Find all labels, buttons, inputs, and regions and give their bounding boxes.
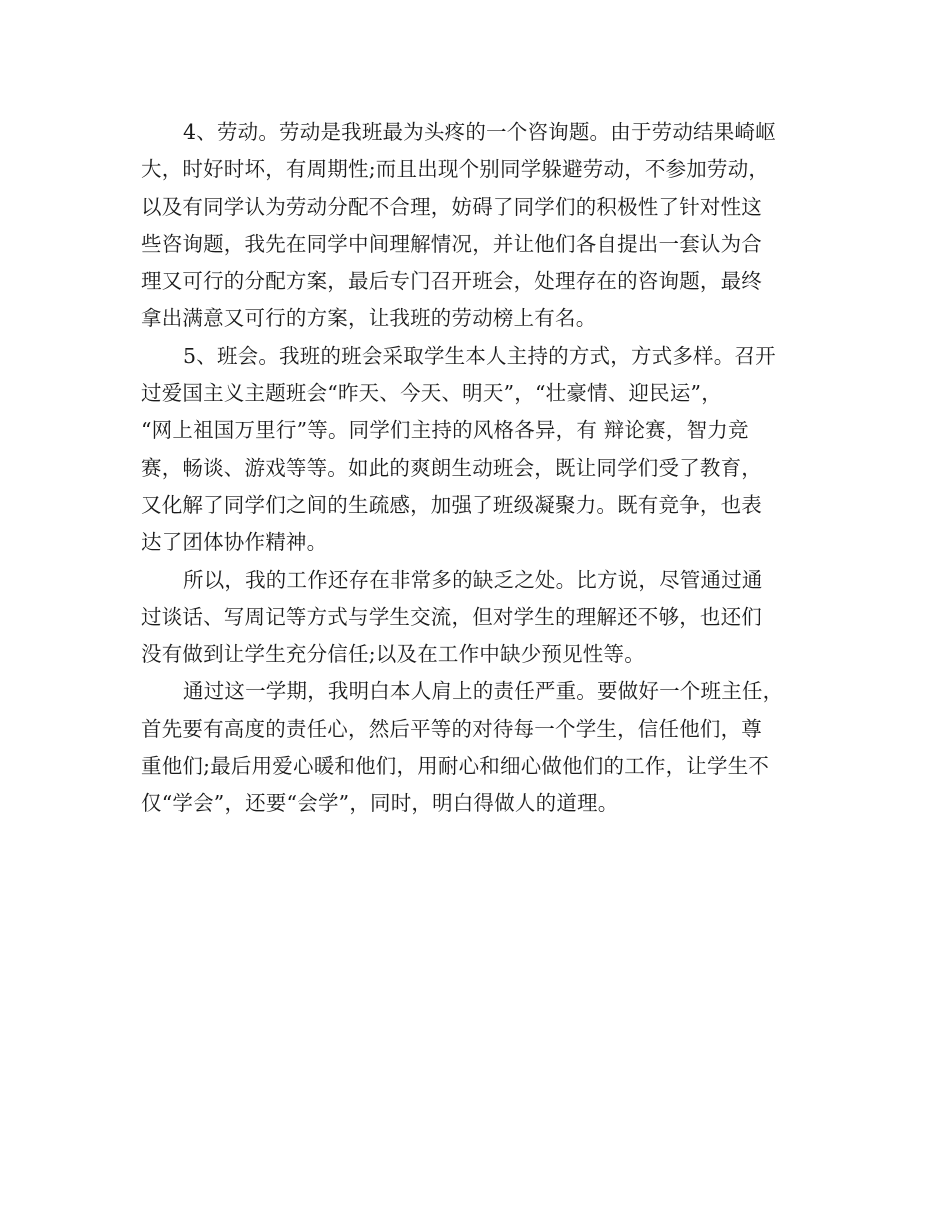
text-line: 以及有同学认为劳动分配不合理，妨碍了同学们的积极性了针对性这	[141, 194, 762, 219]
paragraph-class-meeting	[141, 338, 841, 562]
text-line: 赛，畅谈、游戏等等。如此的爽朗生动班会，既让同学们受了教育，	[141, 455, 762, 480]
paragraph-labor	[141, 114, 841, 338]
text-line: 仅“学会”，还要“会学”，同时，明白得做人的道理。	[141, 791, 619, 816]
text-line: 没有做到让学生充分信任;以及在工作中缺少预见性等。	[141, 642, 645, 667]
text-line: 重他们;最后用爱心暖和他们，用耐心和细心做他们的工作，让学生不	[141, 754, 770, 779]
text-line: 拿出满意又可行的方案，让我班的劳动榜上有名。	[141, 306, 597, 331]
text-line: 所以，我的工作还存在非常多的缺乏之处。比方说，尽管通过通	[183, 567, 763, 592]
text-line: 过爱国主义主题班会“昨天、今天、明天”，“壮豪情、迎民运”，	[141, 381, 722, 406]
text-line: 又化解了同学们之间的生疏感，加强了班级凝聚力。既有竞争，也表	[141, 492, 762, 517]
text-line: 大，时好时坏，有周期性;而且出现个别同学躲避劳动，不参加劳动，	[141, 157, 770, 182]
paragraph-conclusion	[141, 673, 841, 822]
text-line: 通过这一学期，我明白本人肩上的责任严重。要做好一个班主任，	[183, 679, 784, 704]
text-line: 首先要有高度的责任心，然后平等的对待每一个学生，信任他们，尊	[141, 716, 762, 741]
paragraph-shortcomings	[141, 562, 841, 674]
text-line: 些咨询题，我先在同学中间理解情况，并让他们各自提出一套认为合	[141, 231, 762, 256]
text-line: 5、班会。我班的班会采取学生本人主持的方式，方式多样。召开	[183, 343, 776, 368]
text-line: 理又可行的分配方案，最后专门召开班会，处理存在的咨询题，最终	[141, 269, 762, 294]
text-line: 4、劳动。劳动是我班最为头疼的一个咨询题。由于劳动结果崎岖	[183, 120, 776, 144]
text-line: “网上祖国万里行”等。同学们主持的风格各异，有 辩论赛，智力竞	[141, 418, 749, 443]
text-line: 达了团体协作精神。	[141, 530, 328, 555]
document-body	[141, 114, 841, 823]
text-line: 过谈话、写周记等方式与学生交流，但对学生的理解还不够，也还们	[141, 604, 762, 629]
